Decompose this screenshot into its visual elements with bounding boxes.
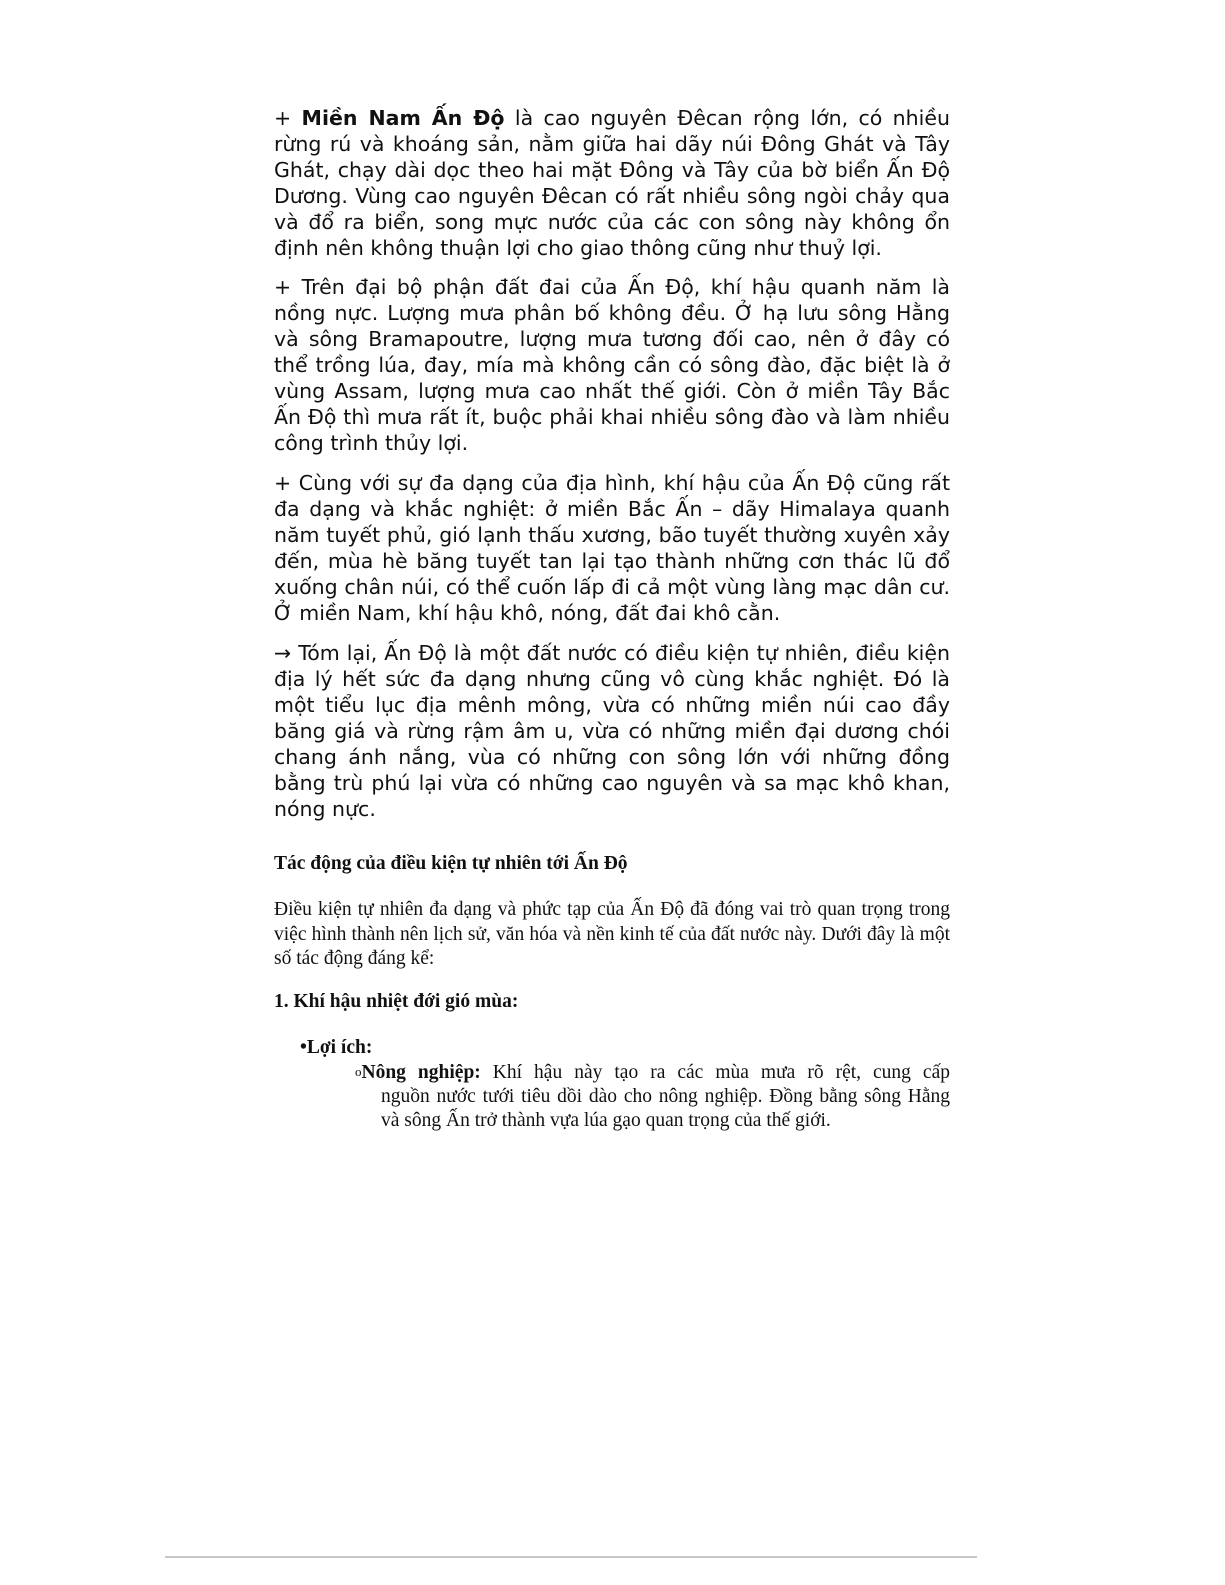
sub-bullet-first-line: [355, 1060, 950, 1085]
paragraph-lead: +: [274, 106, 302, 130]
sub-bullet-agriculture: [355, 1060, 950, 1133]
paragraph-climate: + Trên đại bộ phận đất đai của Ấn Độ, khí hậu quanh năm là nồng nực. Lượng mưa phân bố không đều. Ở hạ lưu sông Hằng và sông Bramapoutre, lượng mưa tương đối cao, nên ở đây có thể trồng lúa, đay, mía mà không cần có sông đào, đặc biệt là ở vùng Assam, lượng mưa cao nhất thế giới. Còn ở miền Tây Bắc Ấn Độ thì mưa rất ít, buộc phải khai nhiều sông đào và làm nhiều công trình thủy lợi.: [274, 275, 950, 455]
numbered-heading: 1. Khí hậu nhiệt đới gió mùa:: [274, 991, 519, 1012]
sub-bullet-text-line1: Khí hậu này tạo ra các mùa mưa rõ rệt, cung cấp: [480, 1062, 950, 1083]
paragraph-summary: → Tóm lại, Ấn Độ là một đất nước có điều kiện tự nhiên, điều kiện địa lý hết sức đa dạng nhưng cũng vô cùng khắc nghiệt. Đó là một tiểu lục địa mênh mông, vừa có những miền núi cao đầy băng giá và rừng rậm âm u, vừa có những miền đại dương chói chang ánh nắng, vùa có những con sông lớn với những đồng bằng trù phú lại vừa có những cao nguyên và sa mạc khô khan, nóng nực.: [274, 641, 950, 821]
circle-bullet-icon: o: [355, 1064, 362, 1079]
paragraph-text: là cao nguyên Đêcan rộng lớn, có nhiều rừng rú và khoáng sản, nằm giữa hai dãy núi Đông Ghát và Tây Ghát, chạy dài dọc theo hai mặt Đông và Tây của bờ biển Ấn Độ Dương. Vùng cao nguyên Đêcan có rất nhiều sông ngòi chảy qua và đổ ra biển, song mực nước của các con sông này không ổn định nên không thuận lợi cho giao thông cũng như thuỷ lợi.: [274, 106, 950, 260]
page-divider: [165, 1556, 977, 1558]
paragraph-bold-term: Miền Nam Ấn Độ: [301, 106, 505, 130]
paragraph-southern-india: [274, 105, 950, 261]
sub-bullet-text-rest: nguồn nước tưới tiêu dồi dào cho nông nghiệp. Đồng bằng sông Hằng và sông Ấn trở thành vựa lúa gạo quan trọng của thế giới.: [381, 1086, 950, 1131]
bullet-item-benefits: •Lợi ích:: [300, 1037, 373, 1058]
section-heading: Tác động của điều kiện tự nhiên tới Ấn Độ: [274, 853, 628, 874]
paragraph-diversity: + Cùng với sự đa dạng của địa hình, khí hậu của Ấn Độ cũng rất đa dạng và khắc nghiệt: ở miền Bắc Ấn – dãy Himalaya quanh năm tuyết phủ, gió lạnh thấu xương, bão tuyết thường xuyên xảy đến, mùa hè băng tuyết tan lại tạo thành những cơn thác lũ đổ xuống chân núi, có thể cuốn lấp đi cả một vùng làng mạc dân cư. Ở miền Nam, khí hậu khô, nóng, đất đai khô cằn.: [274, 471, 950, 625]
sub-bullet-label: Nông nghiệp:: [361, 1062, 481, 1083]
intro-paragraph: Điều kiện tự nhiên đa dạng và phức tạp của Ấn Độ đã đóng vai trò quan trọng trong việc hình thành nên lịch sử, văn hóa và nền kinh tế của đất nước này. Dưới đây là một số tác động đáng kể:: [274, 899, 950, 969]
